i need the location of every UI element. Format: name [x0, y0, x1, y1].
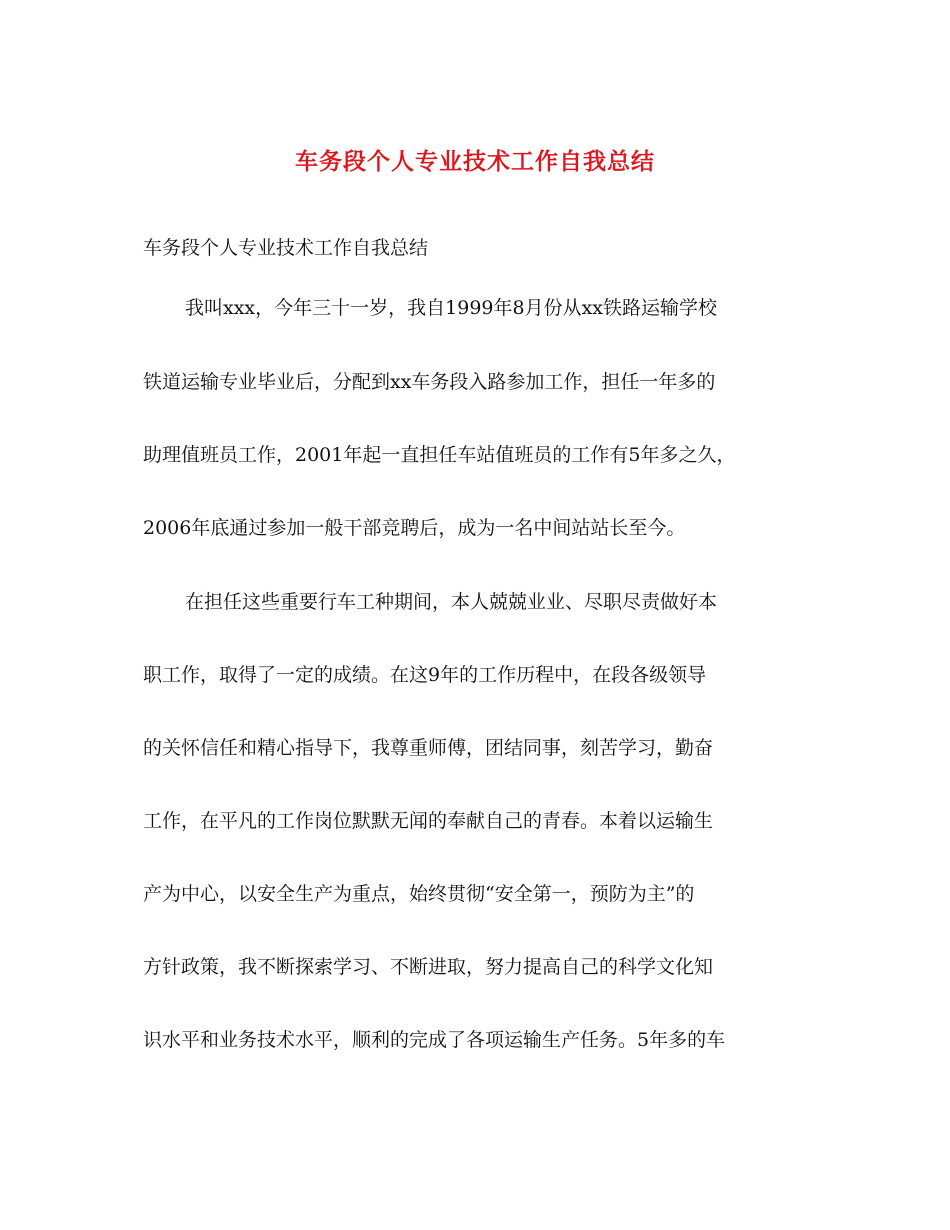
paragraph-line: 的关怀信任和精心指导下，我尊重师傅，团结同事，刻苦学习，勤奋 — [143, 737, 714, 759]
paragraph-line: 铁道运输专业毕业后，分配到xx车务段入路参加工作，担任一年多的 — [143, 371, 716, 393]
paragraph-line: 职工作，取得了一定的成绩。在这9年的工作历程中，在段各级领导 — [143, 664, 707, 686]
paragraph-line: 工作，在平凡的工作岗位默默无闻的奉献自己的青春。本着以运输生 — [143, 810, 714, 832]
paragraph-line: 识水平和业务技术水平，顺利的完成了各项运输生产任务。5年多的车 — [143, 1029, 726, 1051]
document-title: 车务段个人专业技术工作自我总结 — [295, 148, 655, 175]
paragraph-line: 助理值班员工作，2001年起一直担任车站值班员的工作有5年多之久， — [143, 444, 736, 466]
paragraph-line: 方针政策，我不断探索学习、不断进取，努力提高自己的科学文化知 — [143, 956, 714, 978]
document-subtitle: 车务段个人专业技术工作自我总结 — [143, 237, 429, 259]
paragraph-line: 我叫xxx，今年三十一岁，我自1999年8月份从xx铁路运输学校 — [185, 297, 718, 319]
paragraph-line: 在担任这些重要行车工种期间，本人兢兢业业、尽职尽责做好本 — [185, 591, 718, 613]
paragraph-line: 产为中心，以安全生产为重点，始终贯彻“安全第一，预防为主”的 — [143, 883, 695, 905]
paragraph-line: 2006年底通过参加一般干部竞聘后，成为一名中间站站长至今。 — [143, 517, 686, 539]
